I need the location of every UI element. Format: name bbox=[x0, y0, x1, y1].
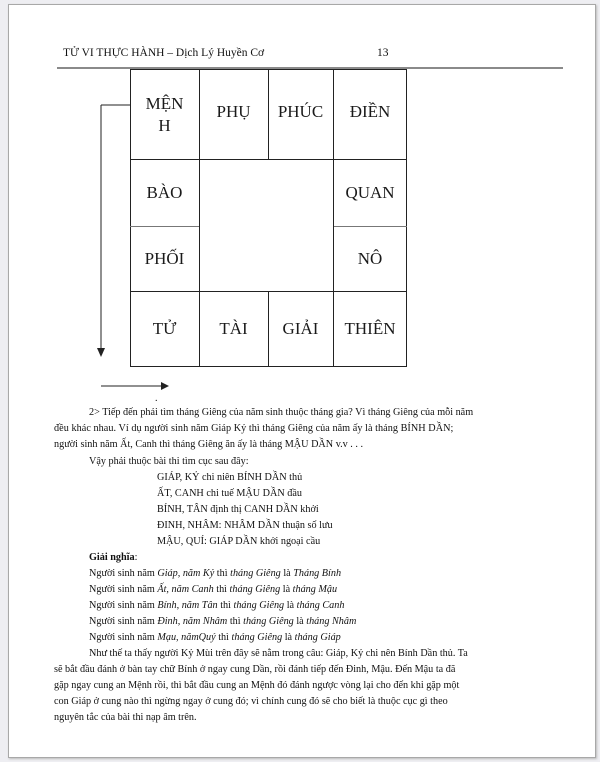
stray-dot: . bbox=[155, 393, 158, 404]
text: Người sinh năm bbox=[89, 584, 158, 595]
page-number: 13 bbox=[377, 47, 389, 59]
text: thì bbox=[214, 568, 231, 579]
para1-line2: đều khác nhau. Ví dụ người sinh năm Giáp Kỷ thì tháng Giêng của năm ấy là tháng BÍNH DẦN; bbox=[54, 423, 454, 434]
text: là bbox=[293, 616, 307, 627]
text: là bbox=[280, 584, 293, 595]
para2-line5: nguyên tắc của bài thi nạp âm trên. bbox=[54, 712, 197, 723]
text: là bbox=[282, 632, 295, 643]
verse-line: MẬU, QUÍ: GIÁP DẦN khởi ngoại cầu bbox=[157, 536, 321, 547]
right-arrow-icon bbox=[101, 382, 169, 390]
palace-menh-line1: MỆN bbox=[145, 93, 184, 113]
text: tháng Canh bbox=[296, 600, 345, 611]
text: là bbox=[284, 600, 297, 611]
text: tháng Giêng bbox=[230, 568, 281, 579]
text: thì bbox=[217, 600, 234, 611]
para2-line4: con Giáp ở cung nào thì ngừng ngay ở cung đó; vì chính cung đó sẽ cho biết là thuộc cục gì theo bbox=[54, 696, 448, 707]
text: tháng Nhâm bbox=[306, 616, 357, 627]
down-arrow-icon bbox=[97, 105, 130, 357]
palace-phoi: PHỐI bbox=[144, 249, 185, 268]
text: tháng Giêng bbox=[243, 616, 294, 627]
text: Người sinh năm bbox=[89, 568, 158, 579]
text: tháng Giáp bbox=[294, 632, 341, 643]
explanation-row bbox=[89, 582, 337, 598]
intro-line: Vậy phải thuộc bài thi tìm cục sau đây: bbox=[89, 456, 249, 467]
verse-line: BÍNH, TÂN định thị CANH DẦN khởi bbox=[157, 504, 319, 515]
palace-no: NÔ bbox=[357, 249, 383, 268]
explanation-row bbox=[89, 598, 344, 614]
palace-thien: THIÊN bbox=[344, 319, 396, 338]
text: Bính, năm Tân bbox=[157, 600, 218, 611]
text: Người sinh năm bbox=[89, 616, 158, 627]
explanation-row bbox=[89, 614, 356, 630]
para2-line1: Như thế ta thấy người Kỷ Mùi trên đây sẽ nằm trong câu: Giáp, Kỷ chi nên Bính Dần thủ. Ta bbox=[89, 648, 468, 659]
palace-tai: TÀI bbox=[219, 319, 248, 338]
text: thì bbox=[215, 632, 232, 643]
text: Giáp, năm Kỷ bbox=[157, 568, 215, 579]
text: Người sinh năm bbox=[89, 600, 158, 611]
verse-line: GIÁP, KỶ chi niên BÍNH DẦN thủ bbox=[157, 472, 303, 483]
palace-dien: ĐIỀN bbox=[349, 102, 391, 121]
document-page bbox=[8, 4, 596, 758]
text: Người sinh năm bbox=[89, 632, 158, 643]
verse-line: ẤT, CANH chi tuế MẬU DẦN đầu bbox=[157, 488, 302, 499]
para1-line3: người sinh năm Ất, Canh thì tháng Giêng ăn ấy là tháng MẬU DẦN v.v . . . bbox=[54, 439, 364, 450]
explanation-colon: : bbox=[134, 552, 138, 563]
text: là bbox=[280, 568, 294, 579]
running-header-title: TỬ VI THỰC HÀNH – Dịch Lý Huyền Cơ bbox=[63, 47, 265, 59]
explanation-heading-text: Giải nghĩa bbox=[89, 552, 135, 563]
text: Tháng Bính bbox=[293, 568, 342, 579]
para1-line1: 2> Tiếp đến phải tìm tháng Giêng của năm sinh thuộc tháng gia? Vì tháng Giêng của mỗi năm bbox=[89, 407, 474, 418]
direction-arrows bbox=[89, 95, 189, 405]
text: Đinh, năm Nhâm bbox=[157, 616, 228, 627]
para2-line3: gặp ngay cung an Mệnh rồi, thì bắt đầu cung an Mệnh đó đánh ngược vòng lại cho đến khi gặp một bbox=[54, 680, 460, 691]
text: tháng Giêng bbox=[233, 600, 285, 611]
text: thì bbox=[227, 616, 244, 627]
palace-phu: PHỤ bbox=[216, 102, 251, 121]
text: tháng Giêng bbox=[229, 584, 281, 595]
palace-quan: QUAN bbox=[345, 183, 395, 202]
text: tháng Mậu bbox=[292, 584, 338, 595]
palace-tu: TỬ bbox=[152, 319, 177, 338]
palace-menh-line2: H bbox=[158, 115, 171, 135]
explanation-row bbox=[89, 566, 341, 582]
text: Mạu, nămQuý bbox=[157, 632, 216, 643]
verse-line: ĐINH, NHÂM: NHÂM DẦN thuận số lưu bbox=[157, 520, 333, 531]
explanation-row bbox=[89, 630, 341, 646]
text: tháng Giêng bbox=[231, 632, 283, 643]
explanation-heading bbox=[89, 550, 137, 566]
palace-giai: GIẢI bbox=[282, 319, 319, 338]
text: thì bbox=[213, 584, 230, 595]
text: Ất, năm Canh bbox=[157, 584, 214, 595]
palace-bao: BÀO bbox=[146, 183, 183, 202]
para2-line2: sẽ bắt đầu đánh ở bàn tay chữ Bính ở ngay cung Dần, rồi đánh tiếp đến Đinh, Mậu. Đến Mậu ta đã bbox=[54, 664, 456, 675]
palace-phuc: PHÚC bbox=[277, 102, 324, 121]
